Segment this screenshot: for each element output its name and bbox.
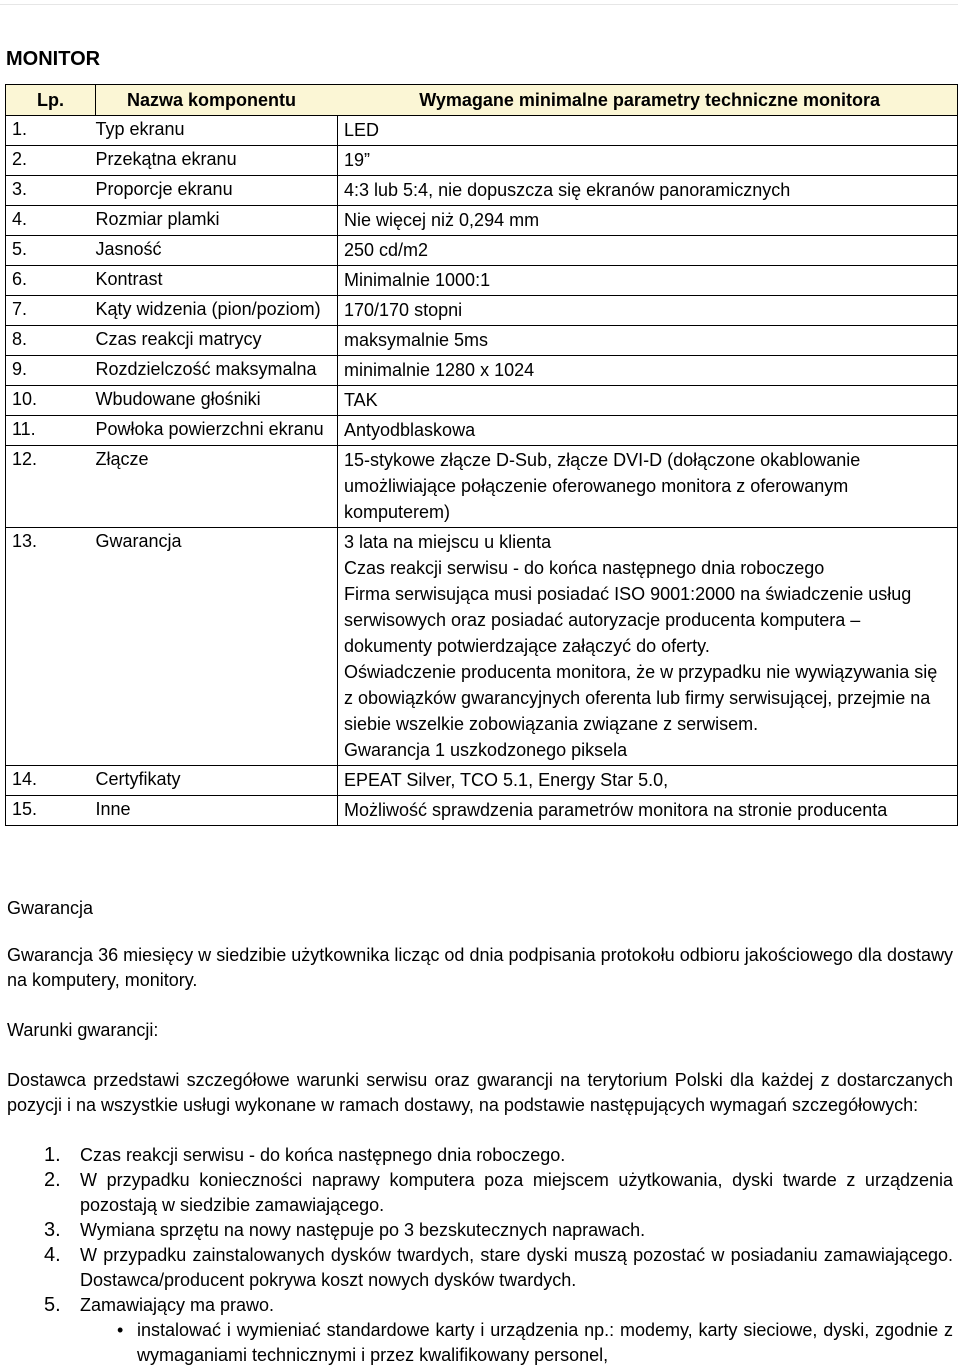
value-line: 250 cd/m2 (344, 240, 429, 260)
table-row (6, 356, 958, 386)
table-row (6, 266, 958, 296)
component-name: Certyfikaty (96, 766, 338, 796)
list-item-text: Zamawiający ma prawo. (80, 1295, 275, 1315)
value-line: Czas reakcji serwisu - do końca następnego dnia roboczego (344, 558, 825, 578)
table-row (6, 176, 958, 206)
list-item-text: W przypadku konieczności naprawy komputera poza miejscem użytkowania, dyski twarde z urządzenia pozostają w siedzibie zamawiającego. (80, 1170, 953, 1215)
list-item-number: 4. (44, 1244, 61, 1266)
table-row (6, 326, 958, 356)
value-line: maksymalnie 5ms (344, 330, 489, 350)
table-row (6, 446, 958, 528)
component-value (338, 176, 958, 206)
table-row (6, 296, 958, 326)
value-line: EPEAT Silver, TCO 5.1, Energy Star 5.0, (344, 770, 669, 790)
table-row (6, 528, 958, 766)
row-number: 10. (6, 386, 96, 416)
monitor-spec-table (5, 84, 958, 826)
component-name: Rozdzielczość maksymalna (96, 356, 338, 386)
row-number: 2. (6, 146, 96, 176)
row-number: 8. (6, 326, 96, 356)
value-line: Firma serwisująca musi posiadać ISO 9001:2000 na świadczenie usług serwisowych oraz posiadać autoryzacje producenta komputera – dokumenty potwierdzające załączyć do oferty. (344, 584, 912, 656)
row-number: 15. (6, 796, 96, 826)
row-number: 11. (6, 416, 96, 446)
list-item-number: 2. (44, 1169, 61, 1191)
component-value (338, 446, 958, 528)
value-line: TAK (344, 390, 378, 410)
table-row (6, 206, 958, 236)
component-value (338, 416, 958, 446)
component-value (338, 116, 958, 146)
row-number: 3. (6, 176, 96, 206)
value-line: Gwarancja 1 uszkodzonego piksela (344, 740, 628, 760)
component-value (338, 146, 958, 176)
table-header-row (6, 85, 958, 116)
conditions-intro: Dostawca przedstawi szczegółowe warunki serwisu oraz gwarancji na terytorium Polski dla każdej z dostarczanych pozycji i na wszystkie usługi wykonane w ramach dostawy, na podstawie następujących wymagań szczegółowych: (7, 1070, 953, 1115)
row-number: 6. (6, 266, 96, 296)
component-value (338, 236, 958, 266)
list-item-number: 5. (44, 1294, 61, 1316)
component-name: Kąty widzenia (pion/poziom) (96, 296, 338, 326)
list-item-text: Czas reakcji serwisu - do końca następnego dnia roboczego. (80, 1145, 566, 1165)
top-divider (0, 4, 958, 5)
component-name: Kontrast (96, 266, 338, 296)
component-name: Wbudowane głośniki (96, 386, 338, 416)
row-number: 5. (6, 236, 96, 266)
component-name: Proporcje ekranu (96, 176, 338, 206)
value-line: Nie więcej niż 0,294 mm (344, 210, 540, 230)
row-number: 14. (6, 766, 96, 796)
list-item (7, 1218, 953, 1243)
component-name: Czas reakcji matrycy (96, 326, 338, 356)
conditions-list (7, 1143, 953, 1368)
header-lp: Lp. (6, 85, 96, 116)
component-value (338, 296, 958, 326)
table-row (6, 766, 958, 796)
bullet-item-text: instalować i wymieniać standardowe karty i urządzenia np.: modemy, karty sieciowe, dyski, zgodnie z wymaganiami technicznymi i przez kwalifikowany personel, (137, 1320, 953, 1365)
component-value (338, 326, 958, 356)
table-row (6, 146, 958, 176)
value-line: Oświadczenie producenta monitora, że w przypadku nie wywiązywania się z obowiązków gwarancyjnych oferenta lub firmy serwisującej, przejmie na siebie wszelkie zobowiązania związane z serwisem. (344, 662, 938, 734)
value-line: 3 lata na miejscu u klienta (344, 532, 552, 552)
row-number: 1. (6, 116, 96, 146)
component-name: Powłoka powierzchni ekranu (96, 416, 338, 446)
value-line: 19” (344, 150, 371, 170)
list-item (7, 1243, 953, 1293)
list-item-number: 3. (44, 1219, 61, 1241)
header-component-name: Nazwa komponentu (96, 85, 338, 116)
value-line: 4:3 lub 5:4, nie dopuszcza się ekranów panoramicznych (344, 180, 791, 200)
list-item (7, 1293, 953, 1318)
value-line: 15-stykowe złącze D-Sub, złącze DVI-D (dołączone okablowanie umożliwiające połączenie oferowanego monitora z oferowanym komputerem) (344, 450, 861, 522)
value-line: Minimalnie 1000:1 (344, 270, 491, 290)
component-value (338, 356, 958, 386)
page-title: MONITOR (6, 48, 101, 70)
component-value (338, 206, 958, 236)
row-number: 4. (6, 206, 96, 236)
row-number: 7. (6, 296, 96, 326)
list-item-number: 1. (44, 1144, 61, 1166)
component-name: Przekątna ekranu (96, 146, 338, 176)
bullet-icon: • (117, 1320, 124, 1340)
component-name: Gwarancja (96, 528, 338, 766)
warranty-heading: Gwarancja (7, 898, 94, 918)
table-body (6, 116, 958, 826)
row-number: 13. (6, 528, 96, 766)
conditions-heading: Warunki gwarancji: (7, 1020, 159, 1040)
list-item (7, 1143, 953, 1168)
component-name: Inne (96, 796, 338, 826)
table-row (6, 236, 958, 266)
list-item-text: W przypadku zainstalowanych dysków twardych, stare dyski muszą pozostać w posiadaniu zamawiającego. Dostawca/producent pokrywa koszt nowych dysków twardych. (80, 1245, 953, 1290)
component-name: Typ ekranu (96, 116, 338, 146)
warranty-text: Gwarancja 36 miesięcy w siedzibie użytkownika licząc od dnia podpisania protokołu odbioru jakościowego dla dostawy na komputery, monitory. (7, 945, 953, 990)
list-item-text: Wymiana sprzętu na nowy następuje po 3 bezskutecznych naprawach. (80, 1220, 646, 1240)
list-item (7, 1168, 953, 1218)
value-line: minimalnie 1280 x 1024 (344, 360, 535, 380)
table-row (6, 796, 958, 826)
table-row (6, 416, 958, 446)
component-value (338, 796, 958, 826)
component-name: Rozmiar plamki (96, 206, 338, 236)
header-parameters: Wymagane minimalne parametry techniczne monitora (338, 85, 958, 116)
bullet-item (7, 1318, 953, 1368)
component-name: Złącze (96, 446, 338, 528)
table-row (6, 386, 958, 416)
component-name: Jasność (96, 236, 338, 266)
row-number: 9. (6, 356, 96, 386)
row-number: 12. (6, 446, 96, 528)
component-value (338, 386, 958, 416)
value-line: 170/170 stopni (344, 300, 463, 320)
table-row (6, 116, 958, 146)
value-line: Antyodblaskowa (344, 420, 476, 440)
component-value (338, 266, 958, 296)
value-line: LED (344, 120, 380, 140)
value-line: Możliwość sprawdzenia parametrów monitora na stronie producenta (344, 800, 888, 820)
component-value (338, 766, 958, 796)
component-value (338, 528, 958, 766)
